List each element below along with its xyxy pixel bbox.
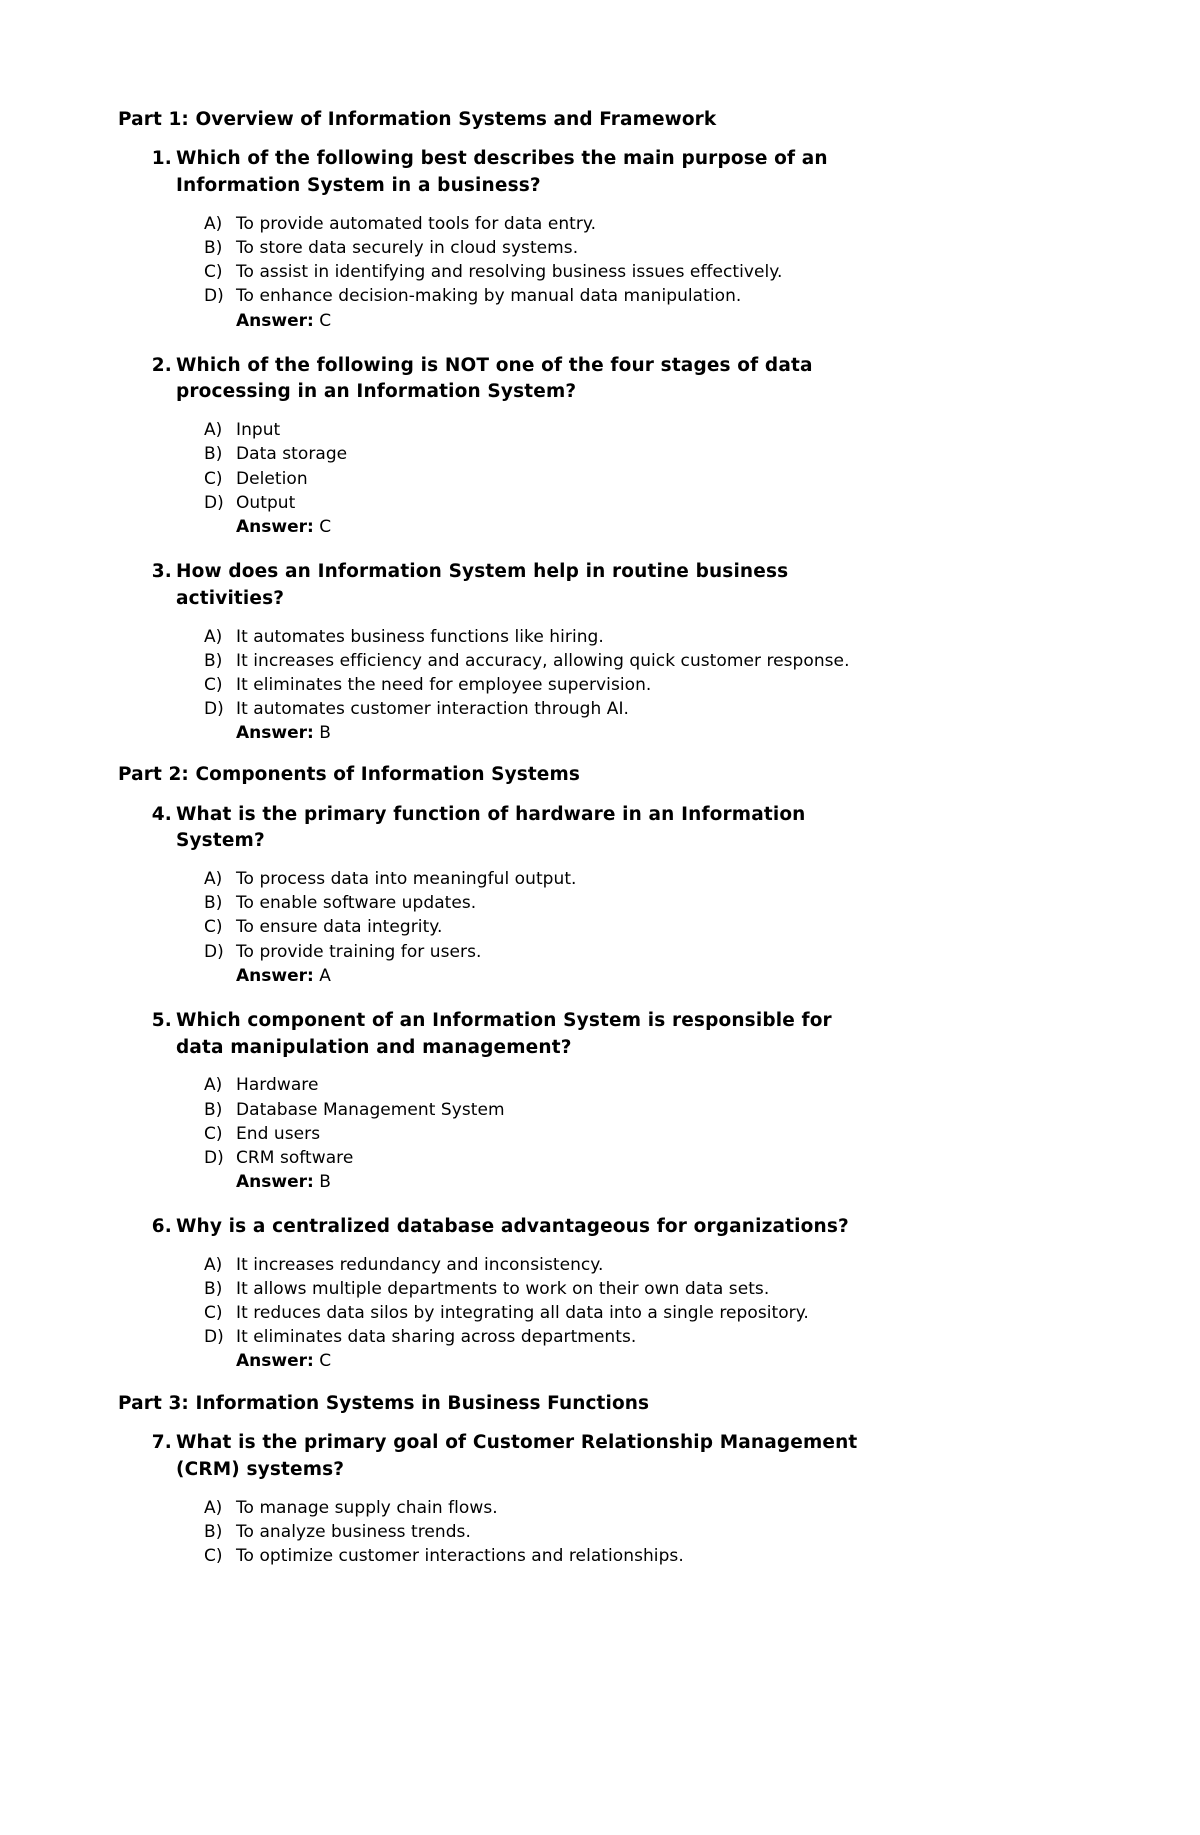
option-letter: C) — [204, 674, 223, 695]
option-item[interactable] — [204, 649, 918, 673]
option-letter: B) — [204, 1099, 223, 1120]
question-item — [118, 1214, 918, 1373]
option-text: To manage supply chain flows. — [236, 1497, 498, 1518]
question-list — [118, 1430, 918, 1568]
option-item[interactable] — [204, 1496, 918, 1520]
question-list — [118, 146, 918, 745]
option-list — [176, 1496, 918, 1568]
answer-value: B — [319, 1171, 331, 1192]
option-text: To store data securely in cloud systems. — [236, 238, 579, 259]
option-item[interactable] — [204, 1301, 918, 1325]
option-item[interactable] — [204, 1325, 918, 1349]
part-heading: Part 3: Information Systems in Business Functions — [118, 1392, 650, 1414]
answer-label: Answer: — [236, 965, 314, 986]
answer-value: B — [319, 723, 331, 744]
option-text: End users — [236, 1123, 321, 1144]
option-text: It allows multiple departments to work on their own data sets. — [236, 1279, 770, 1299]
part-section — [118, 763, 918, 1373]
option-item[interactable] — [204, 1520, 918, 1544]
option-item[interactable] — [204, 1122, 918, 1146]
question-item — [118, 559, 918, 745]
answer-value: C — [319, 310, 332, 331]
question-text: What is the primary goal of Customer Relationship Management (CRM) systems? — [176, 1431, 858, 1480]
question-number: 2. — [151, 354, 172, 376]
answer-line — [176, 721, 918, 745]
option-item[interactable] — [204, 284, 918, 308]
document-body — [118, 108, 918, 1568]
option-list — [176, 1253, 918, 1350]
option-letter: B) — [204, 1521, 223, 1542]
option-item[interactable] — [204, 236, 918, 260]
option-text: To process data into meaningful output. — [236, 869, 577, 890]
option-item[interactable] — [204, 442, 918, 466]
option-text: Hardware — [236, 1075, 319, 1096]
answer-value: C — [319, 1351, 332, 1372]
option-item[interactable] — [204, 1277, 918, 1301]
answer-label: Answer: — [236, 310, 314, 331]
question-item — [118, 146, 918, 332]
option-letter: D) — [204, 698, 224, 719]
option-text: It eliminates data sharing across departments. — [236, 1327, 637, 1348]
option-letter: A) — [204, 214, 223, 235]
answer-value: C — [319, 516, 332, 537]
option-item[interactable] — [204, 940, 918, 964]
question-item — [118, 1430, 918, 1568]
option-letter: C) — [204, 917, 223, 938]
answer-line — [176, 964, 918, 988]
option-text: It reduces data silos by integrating all data into a single repository. — [236, 1303, 809, 1324]
option-letter: B) — [204, 444, 223, 465]
option-letter: A) — [204, 626, 223, 647]
answer-label: Answer: — [236, 1351, 314, 1372]
answer-line — [176, 1170, 918, 1194]
option-text: Deletion — [236, 468, 308, 489]
option-item[interactable] — [204, 1544, 918, 1568]
part-section — [118, 1392, 918, 1568]
question-text: What is the primary function of hardware in an Information System? — [176, 803, 806, 852]
option-text: To enhance decision-making by manual data manipulation. — [236, 286, 742, 307]
option-letter: A) — [204, 1254, 223, 1275]
option-list — [176, 625, 918, 722]
option-letter: C) — [204, 468, 223, 489]
question-item — [118, 802, 918, 988]
option-item[interactable] — [204, 673, 918, 697]
question-text: How does an Information System help in routine business activities? — [176, 560, 789, 609]
option-letter: A) — [204, 420, 223, 441]
option-text: To provide automated tools for data entry. — [236, 214, 597, 235]
option-list — [176, 212, 918, 309]
option-text: It eliminates the need for employee supervision. — [236, 674, 652, 695]
option-text: To analyze business trends. — [236, 1521, 471, 1542]
question-text: Which of the following is NOT one of the four stages of data processing in an Information System? — [176, 354, 813, 403]
option-text: To assist in identifying and resolving business issues effectively. — [236, 262, 783, 283]
option-text: It increases redundancy and inconsistency. — [236, 1254, 604, 1275]
option-text: It automates business functions like hiring. — [236, 626, 604, 647]
option-text: Data storage — [236, 444, 348, 465]
option-letter: C) — [204, 262, 223, 283]
option-text: Output — [236, 492, 296, 513]
option-text: It increases efficiency and accuracy, allowing quick customer response. — [236, 650, 850, 671]
option-letter: D) — [204, 941, 224, 962]
option-list — [176, 1073, 918, 1170]
option-letter: A) — [204, 869, 223, 890]
question-item — [118, 1008, 918, 1194]
answer-label: Answer: — [236, 516, 314, 537]
option-item[interactable] — [204, 915, 918, 939]
question-number: 7. — [151, 1431, 172, 1453]
option-item[interactable] — [204, 1073, 918, 1097]
question-number: 5. — [151, 1009, 172, 1031]
question-number: 6. — [151, 1216, 172, 1238]
option-item[interactable] — [204, 467, 918, 491]
option-letter: D) — [204, 286, 224, 307]
option-letter: B) — [204, 238, 223, 259]
option-letter: A) — [204, 1497, 223, 1518]
option-letter: B) — [204, 893, 223, 914]
question-text: Which of the following best describes the main purpose of an Information System in a business? — [176, 148, 828, 197]
option-letter: C) — [204, 1303, 223, 1324]
option-letter: D) — [204, 492, 224, 513]
answer-line — [176, 1349, 918, 1373]
option-item[interactable] — [204, 1146, 918, 1170]
option-item[interactable] — [204, 260, 918, 284]
answer-line — [176, 515, 918, 539]
option-letter: C) — [204, 1123, 223, 1144]
option-item[interactable] — [204, 891, 918, 915]
option-item[interactable] — [204, 418, 918, 442]
question-number: 4. — [151, 803, 172, 825]
answer-value: A — [319, 965, 331, 986]
option-text: To enable software updates. — [236, 893, 477, 914]
option-letter: B) — [204, 650, 223, 671]
question-number: 1. — [151, 148, 172, 170]
option-letter: A) — [204, 1075, 223, 1096]
option-list — [176, 418, 918, 515]
option-text: To optimize customer interactions and relationships. — [236, 1545, 684, 1566]
option-text: To provide training for users. — [236, 941, 482, 962]
question-number: 3. — [151, 560, 172, 582]
answer-label: Answer: — [236, 723, 314, 744]
option-letter: D) — [204, 1147, 224, 1168]
option-item[interactable] — [204, 697, 918, 721]
question-list — [118, 802, 918, 1374]
option-item[interactable] — [204, 1098, 918, 1122]
option-item[interactable] — [204, 1253, 918, 1277]
question-text: Why is a centralized database advantageous for organizations? — [176, 1216, 849, 1238]
part-heading: Part 1: Overview of Information Systems and Framework — [118, 109, 717, 130]
option-letter: B) — [204, 1279, 223, 1299]
option-list — [176, 867, 918, 964]
option-item[interactable] — [204, 625, 918, 649]
question-text: Which component of an Information System is responsible for data manipulation and management? — [176, 1009, 832, 1058]
question-item — [118, 353, 918, 539]
option-text: CRM software — [236, 1147, 354, 1168]
option-item[interactable] — [204, 867, 918, 891]
option-text: To ensure data integrity. — [236, 917, 443, 938]
answer-label: Answer: — [236, 1171, 314, 1192]
option-text: Input — [236, 420, 281, 441]
option-letter: C) — [204, 1545, 223, 1566]
option-item[interactable] — [204, 212, 918, 236]
option-item[interactable] — [204, 491, 918, 515]
part-section — [118, 108, 918, 745]
option-text: Database Management System — [236, 1099, 505, 1120]
option-text: It automates customer interaction through AI. — [236, 698, 630, 719]
part-heading: Part 2: Components of Information Systems — [118, 764, 580, 786]
option-letter: D) — [204, 1327, 224, 1348]
answer-line — [176, 309, 918, 333]
